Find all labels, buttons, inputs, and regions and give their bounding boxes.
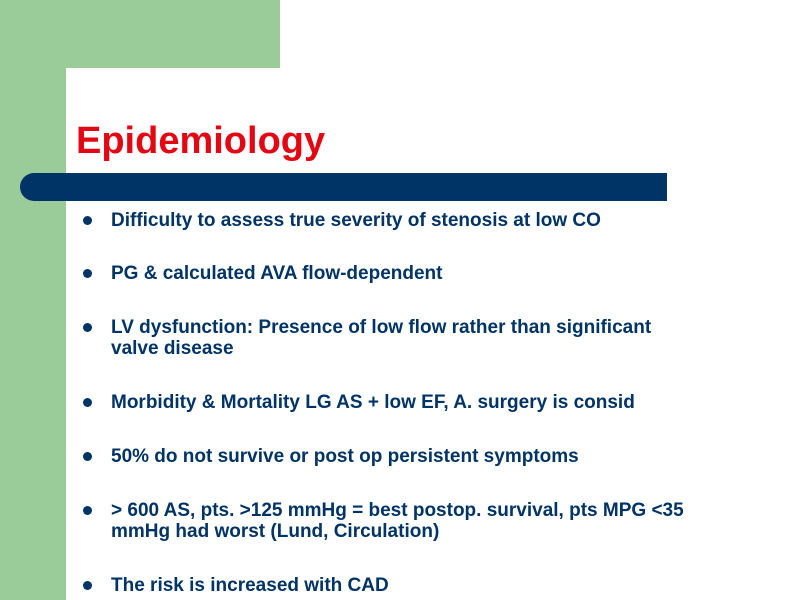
bullet-text: 50% do not survive or post op persistent symptoms [111, 446, 579, 467]
bullet-text: PG & calculated AVA flow-dependent [111, 263, 443, 284]
bullet-text: Morbidity & Mortality LG AS + low EF, A. surgery is consid [111, 392, 635, 413]
bullet-text: LV dysfunction: Presence of low flow rather than significant valve disease [111, 317, 652, 359]
decorative-green-header-block [0, 0, 280, 68]
bullet-text: Difficulty to assess true severity of stenosis at low CO [111, 210, 601, 231]
bullet-item [111, 392, 771, 413]
bullet-item [111, 317, 671, 359]
bullet-item [111, 210, 751, 231]
bullet-icon [83, 452, 92, 461]
bullet-icon [83, 269, 92, 278]
slide-title: Epidemiology [76, 120, 326, 162]
bullet-text: The risk is increased with CAD [111, 575, 389, 596]
bullet-text: > 600 AS, pts. >125 mmHg = best postop. survival, pts MPG <35 mmHg had worst (Lund, Circulation) [111, 500, 684, 542]
decorative-green-strip [0, 0, 66, 600]
bullet-item [111, 575, 751, 596]
bullet-item [111, 500, 711, 542]
bullet-item [111, 446, 751, 467]
bullet-icon [83, 506, 92, 515]
bullet-icon [83, 323, 92, 332]
bullet-icon [83, 216, 92, 225]
bullet-item [111, 263, 751, 284]
bullet-icon [83, 581, 92, 590]
title-underline-bar [20, 173, 667, 201]
bullet-icon [83, 398, 92, 407]
